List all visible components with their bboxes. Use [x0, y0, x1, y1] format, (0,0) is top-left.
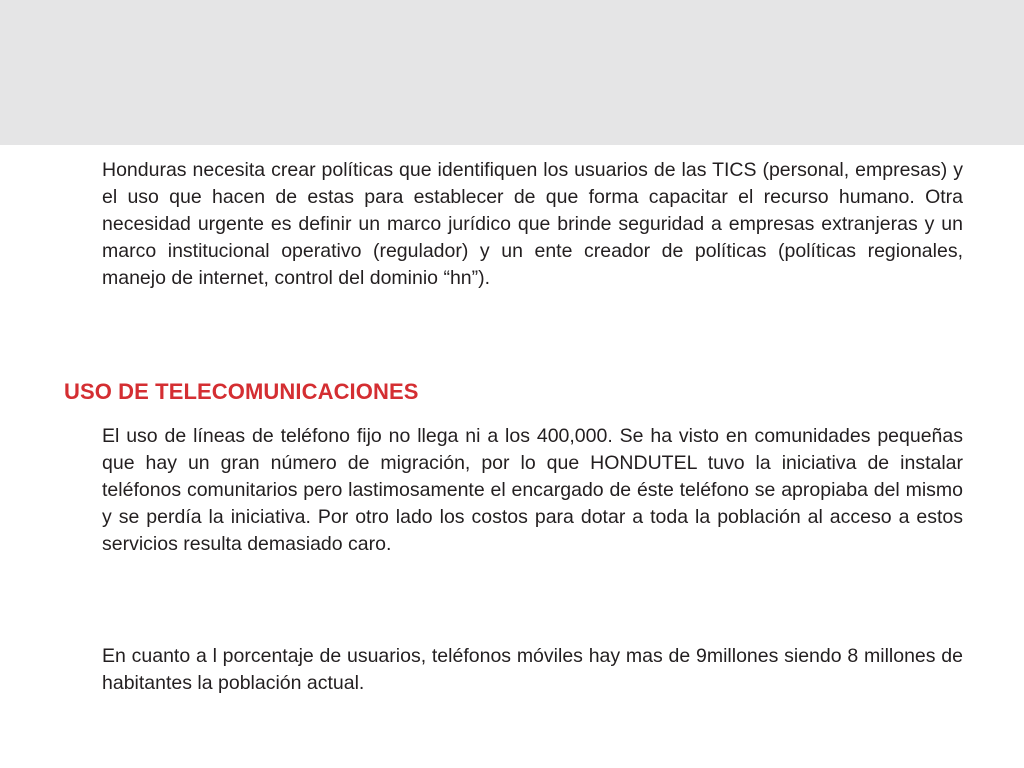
section-heading: USO DE TELECOMUNICACIONES — [64, 379, 419, 404]
header-band — [0, 0, 1024, 145]
paragraph-mobile-users: En cuanto a l porcentaje de usuarios, teléfonos móviles hay mas de 9millones siendo 8 millones de habitantes la población actual. — [102, 645, 963, 694]
paragraph-fixed-telephony: El uso de líneas de teléfono fijo no llega ni a los 400,000. Se ha visto en comunidades pequeñas que hay un gran número de migración, por lo que HONDUTEL tuvo la iniciativa de instalar teléfonos comunitarios pero lastimosamente el encargado de éste teléfono se apropiaba del mismo y se perdía la iniciativa. Por otro lado los costos para dotar a toda la población al acceso a estos servicios resulta demasiado caro. — [102, 425, 963, 555]
paragraph-tics-policies: Honduras necesita crear políticas que identifiquen los usuarios de las TICS (personal, empresas) y el uso que hacen de estas para establecer de que forma capacitar el recurso humano. Otra necesidad urgente es definir un marco jurídico que brinde seguridad a empresas extranjeras y un marco institucional operativo (regulador) y un ente creador de políticas (políticas regionales, manejo de internet, control del dominio “hn”). — [102, 159, 963, 289]
